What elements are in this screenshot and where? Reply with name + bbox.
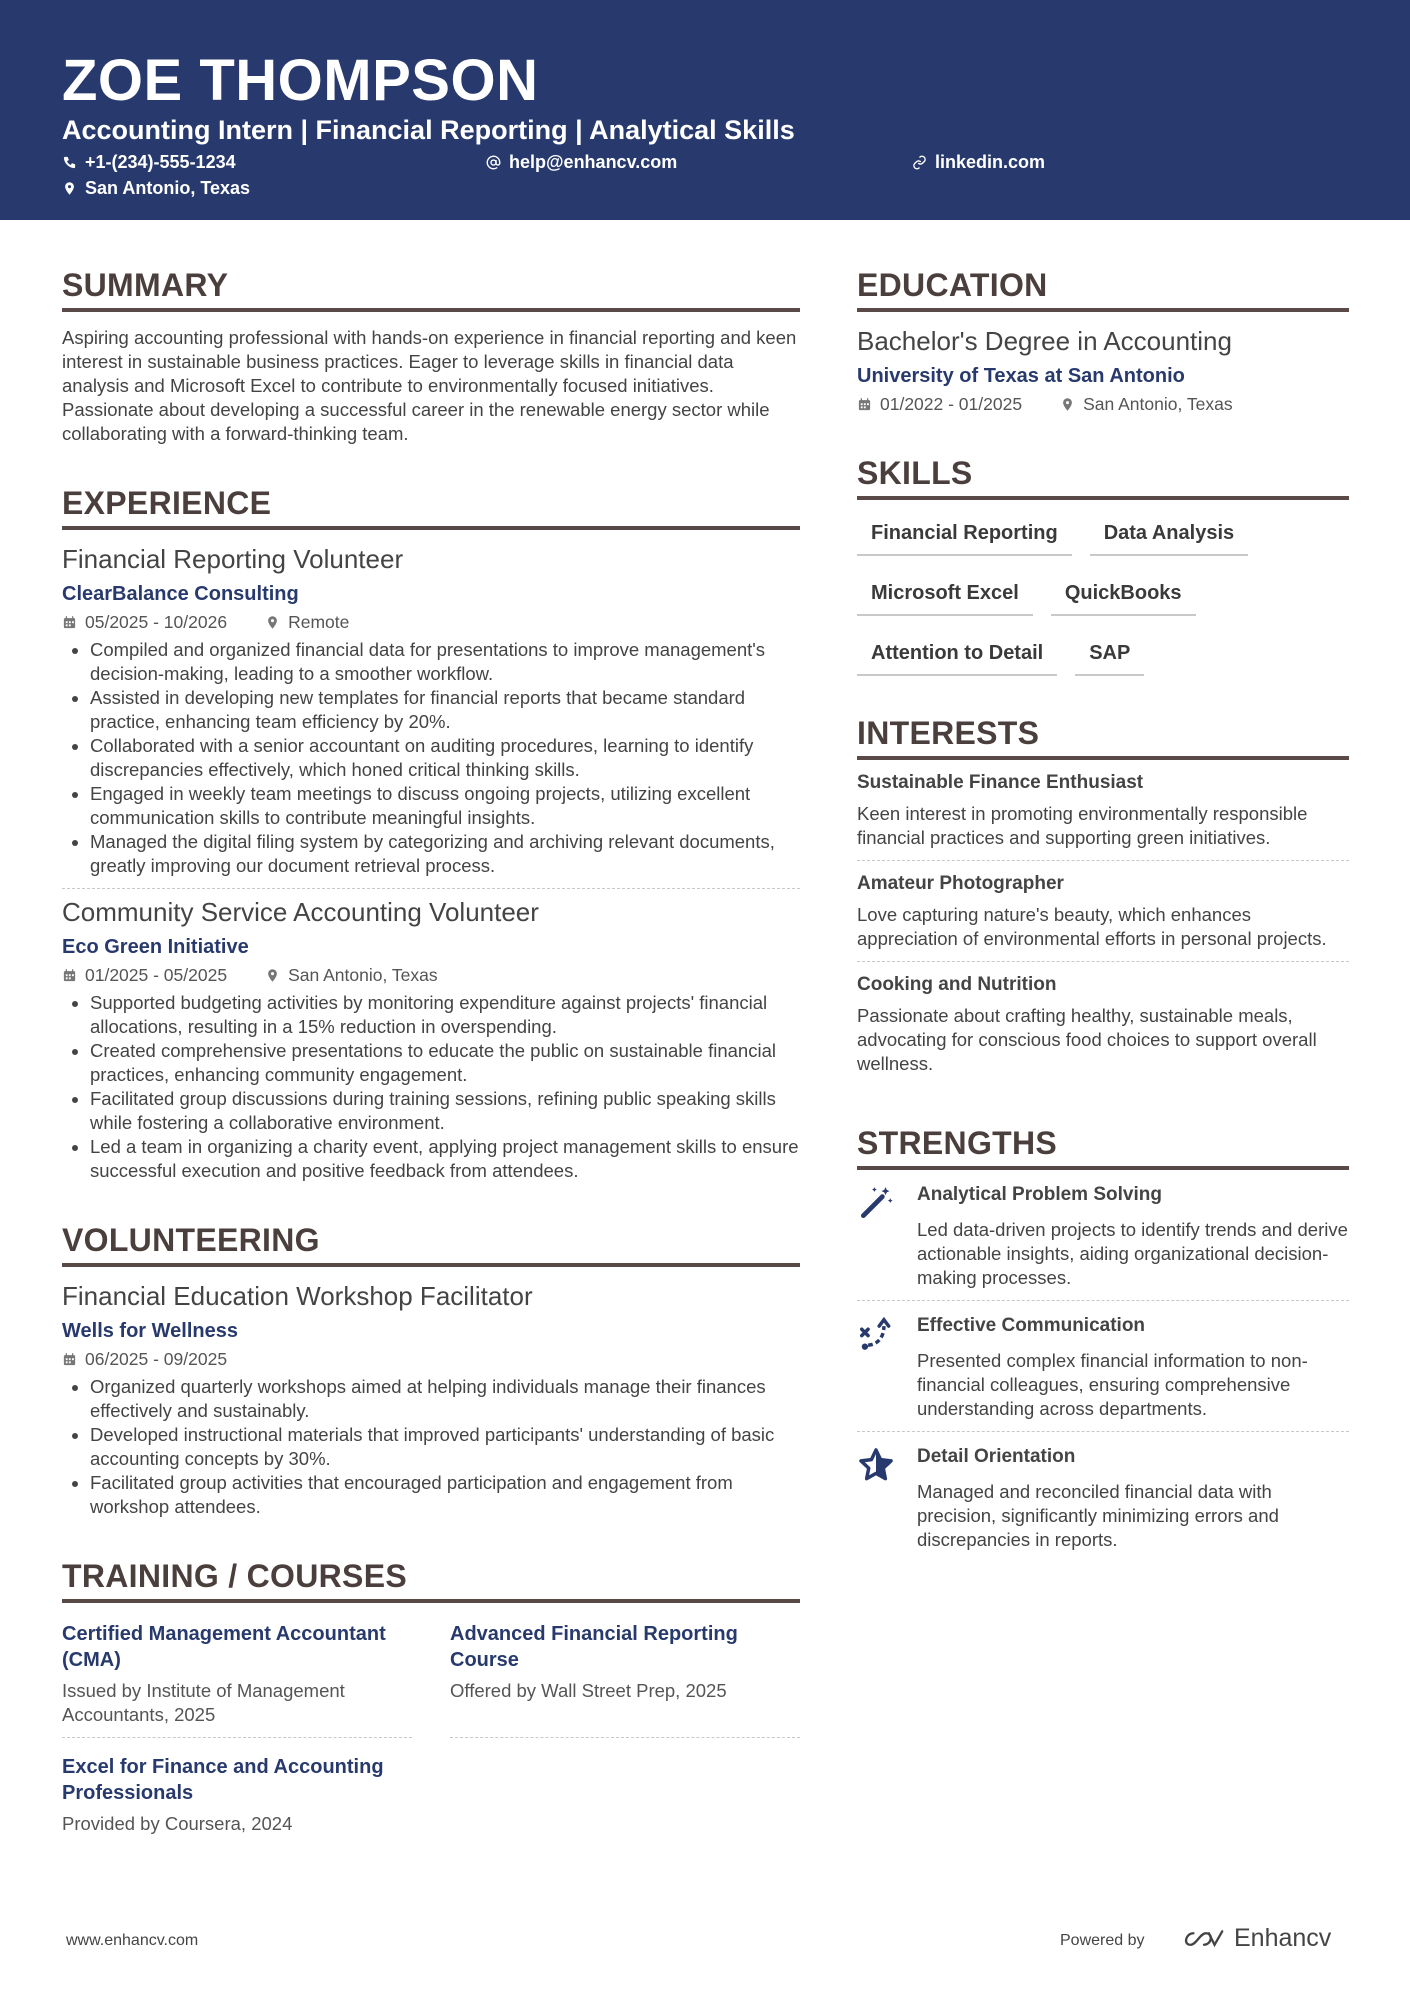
summary-heading: SUMMARY bbox=[62, 262, 800, 312]
bullet-item: • Compiled and organized financial data for presentations to improve management's decision-making, leading to a smoother workflow. bbox=[90, 638, 800, 686]
left-column bbox=[62, 262, 800, 1846]
training-text: Offered by Wall Street Prep, 2025 bbox=[450, 1680, 727, 1701]
candidate-title: Accounting Intern | Financial Reporting | Analytical Skills bbox=[62, 115, 795, 145]
calendar-icon bbox=[857, 397, 872, 412]
training-text: Issued by Institute of Management Accountants, 2025 bbox=[62, 1680, 345, 1725]
calendar-icon bbox=[62, 615, 77, 630]
job-company: ClearBalance Consulting bbox=[62, 583, 299, 605]
strength-body bbox=[917, 1182, 1349, 1290]
job-company: Eco Green Initiative bbox=[62, 936, 249, 958]
strength-icon-wrap bbox=[857, 1313, 899, 1421]
contact-location bbox=[62, 176, 250, 200]
location-pin-icon bbox=[265, 968, 280, 983]
link-icon bbox=[912, 155, 927, 170]
job-location: Remote bbox=[288, 612, 350, 632]
job-entry bbox=[62, 542, 800, 878]
education-degree: Bachelor's Degree in Accounting bbox=[857, 326, 1232, 356]
bullet-item: • Supported budgeting activities by monitoring expenditure against projects' financial allocations, resulting in a 15% reduction in overspending. bbox=[90, 991, 800, 1039]
training-grid bbox=[62, 1615, 800, 1846]
job-role: Community Service Accounting Volunteer bbox=[62, 897, 539, 927]
interest-item bbox=[857, 962, 1349, 1086]
interest-item bbox=[857, 760, 1349, 861]
training-title: Advanced Financial Reporting Course bbox=[450, 1623, 738, 1671]
training-item bbox=[62, 1615, 412, 1738]
volunteering-section bbox=[62, 1217, 800, 1519]
footer-powered-by: Powered by bbox=[1060, 1932, 1145, 1949]
job-dates: 01/2025 - 05/2025 bbox=[85, 965, 228, 985]
education-section bbox=[857, 262, 1349, 416]
location-pin-icon bbox=[265, 615, 280, 630]
training-section bbox=[62, 1553, 800, 1846]
education-meta bbox=[857, 392, 1349, 416]
strength-text: Managed and reconciled financial data with precision, significantly minimizing errors and discrepancies in reports. bbox=[917, 1481, 1279, 1550]
volunteering-heading: VOLUNTEERING bbox=[62, 1217, 800, 1267]
volunteer-dates: 06/2025 - 09/2025 bbox=[85, 1349, 228, 1369]
interests-heading: INTERESTS bbox=[857, 710, 1349, 760]
interests-section bbox=[857, 710, 1349, 1086]
job-bullets bbox=[62, 991, 800, 1183]
contact-phone[interactable] bbox=[62, 150, 236, 174]
job-meta bbox=[62, 610, 800, 634]
bullet-item: • Engaged in weekly team meetings to discuss ongoing projects, utilizing excellent communication skills to contribute meaningful insights. bbox=[90, 782, 800, 830]
skill-tag: Financial Reporting bbox=[857, 514, 1072, 556]
right-column bbox=[857, 262, 1349, 1562]
training-text: Provided by Coursera, 2024 bbox=[62, 1813, 293, 1834]
interest-title: Cooking and Nutrition bbox=[857, 974, 1057, 995]
strength-body bbox=[917, 1444, 1349, 1552]
strength-body bbox=[917, 1313, 1349, 1421]
job-entry bbox=[62, 895, 800, 1183]
skill-tag: SAP bbox=[1075, 634, 1144, 676]
calendar-icon bbox=[62, 1352, 77, 1367]
summary-section bbox=[62, 262, 800, 446]
calendar-icon bbox=[62, 968, 77, 983]
strength-icon-wrap bbox=[857, 1182, 899, 1290]
strength-title: Effective Communication bbox=[917, 1315, 1146, 1336]
linkedin-text: linkedin.com bbox=[935, 152, 1046, 172]
footer-website[interactable]: www.enhancv.com bbox=[66, 1932, 199, 1949]
at-icon bbox=[486, 155, 501, 170]
skill-tag: Microsoft Excel bbox=[857, 574, 1033, 616]
job-role: Financial Reporting Volunteer bbox=[62, 544, 404, 574]
enhancv-logo-icon bbox=[1180, 1927, 1228, 1951]
strength-item bbox=[857, 1170, 1349, 1301]
bullet-item: • Led a team in organizing a charity event, applying project management skills to ensure successful execution and positive feedback from attendees. bbox=[90, 1135, 800, 1183]
volunteer-role: Financial Education Workshop Facilitator bbox=[62, 1281, 533, 1311]
location-text: San Antonio, Texas bbox=[85, 178, 251, 198]
skills-section bbox=[857, 450, 1349, 676]
bullet-item: • Assisted in developing new templates for financial reports that became standard practice, enhancing team efficiency by 20%. bbox=[90, 686, 800, 734]
strength-title: Analytical Problem Solving bbox=[917, 1184, 1162, 1205]
volunteer-meta bbox=[62, 1347, 800, 1371]
interest-text: Keen interest in promoting environmentally responsible financial practices and supporting green initiatives. bbox=[857, 803, 1308, 848]
skills-list bbox=[857, 514, 1349, 676]
magic-wand-icon bbox=[857, 1184, 895, 1222]
job-location: San Antonio, Texas bbox=[288, 965, 438, 985]
education-heading: EDUCATION bbox=[857, 262, 1349, 312]
experience-heading: EXPERIENCE bbox=[62, 480, 800, 530]
bullet-item: • Organized quarterly workshops aimed at helping individuals manage their finances effectively and sustainably. bbox=[90, 1375, 800, 1423]
training-title: Certified Management Accountant (CMA) bbox=[62, 1623, 386, 1671]
phone-text: +1-(234)-555-1234 bbox=[85, 152, 236, 172]
education-dates: 01/2022 - 01/2025 bbox=[880, 394, 1023, 414]
job-meta bbox=[62, 963, 800, 987]
strength-item bbox=[857, 1301, 1349, 1432]
skill-tag: QuickBooks bbox=[1051, 574, 1196, 616]
skill-tag: Attention to Detail bbox=[857, 634, 1057, 676]
education-school: University of Texas at San Antonio bbox=[857, 365, 1185, 387]
location-pin-icon bbox=[62, 181, 77, 196]
bullet-item: • Facilitated group discussions during training sessions, refining public speaking skills while fostering a collaborative environment. bbox=[90, 1087, 800, 1135]
strength-icon-wrap bbox=[857, 1444, 899, 1552]
volunteer-bullets bbox=[62, 1375, 800, 1519]
strategy-icon bbox=[857, 1315, 895, 1353]
location-pin-icon bbox=[1060, 397, 1075, 412]
bullet-item: • Created comprehensive presentations to educate the public on sustainable financial practices, enhancing community engagement. bbox=[90, 1039, 800, 1087]
summary-text: Aspiring accounting professional with hands-on experience in financial reporting and keen interest in sustainable business practices. Eager to leverage skills in financial data analysis and Microsoft Excel to contribute to environmentally focused initiatives. Passionate about developing a successful career in the renewable energy sector while collaborating with a forward-thinking team. bbox=[62, 327, 797, 444]
strengths-section bbox=[857, 1120, 1349, 1562]
experience-section bbox=[62, 480, 800, 1183]
education-location: San Antonio, Texas bbox=[1083, 394, 1233, 414]
candidate-name: ZOE THOMPSON bbox=[62, 48, 539, 113]
interest-title: Sustainable Finance Enthusiast bbox=[857, 772, 1144, 793]
job-dates: 05/2025 - 10/2026 bbox=[85, 612, 228, 632]
bullet-item: • Developed instructional materials that improved participants' understanding of basic accounting concepts by 30%. bbox=[90, 1423, 800, 1471]
contact-email[interactable] bbox=[486, 150, 677, 174]
interest-item bbox=[857, 861, 1349, 962]
strength-text: Presented complex financial information to non-financial colleagues, ensuring comprehensive understanding across departments. bbox=[917, 1350, 1308, 1419]
training-title: Excel for Finance and Accounting Professionals bbox=[62, 1756, 384, 1804]
resume-header bbox=[0, 0, 1410, 220]
star-icon bbox=[857, 1446, 895, 1484]
training-item bbox=[62, 1738, 412, 1846]
footer-brand-text: Enhancv bbox=[1234, 1924, 1332, 1952]
volunteer-org: Wells for Wellness bbox=[62, 1320, 238, 1342]
bullet-item: • Managed the digital filing system by categorizing and archiving relevant documents, greatly improving our document retrieval process. bbox=[90, 830, 800, 878]
skills-heading: SKILLS bbox=[857, 450, 1349, 500]
strength-item bbox=[857, 1432, 1349, 1562]
strength-text: Led data-driven projects to identify trends and derive actionable insights, aiding organizational decision-making processes. bbox=[917, 1219, 1348, 1288]
interest-text: Love capturing nature's beauty, which enhances appreciation of environmental efforts in personal projects. bbox=[857, 904, 1327, 949]
footer-brand[interactable] bbox=[1180, 1924, 1331, 1953]
interest-text: Passionate about crafting healthy, sustainable meals, advocating for conscious food choices to support overall wellness. bbox=[857, 1005, 1317, 1074]
divider bbox=[62, 888, 800, 889]
skill-tag: Data Analysis bbox=[1090, 514, 1248, 556]
interest-title: Amateur Photographer bbox=[857, 873, 1064, 894]
training-item bbox=[450, 1615, 800, 1738]
bullet-item: • Collaborated with a senior accountant on auditing procedures, learning to identify discrepancies effectively, which honed critical thinking skills. bbox=[90, 734, 800, 782]
contact-linkedin[interactable] bbox=[912, 150, 1045, 174]
phone-icon bbox=[62, 155, 77, 170]
email-text: help@enhancv.com bbox=[509, 152, 678, 172]
strength-title: Detail Orientation bbox=[917, 1446, 1076, 1467]
strengths-heading: STRENGTHS bbox=[857, 1120, 1349, 1170]
training-heading: TRAINING / COURSES bbox=[62, 1553, 800, 1603]
job-bullets bbox=[62, 638, 800, 878]
bullet-item: • Facilitated group activities that encouraged participation and engagement from workshop attendees. bbox=[90, 1471, 800, 1519]
